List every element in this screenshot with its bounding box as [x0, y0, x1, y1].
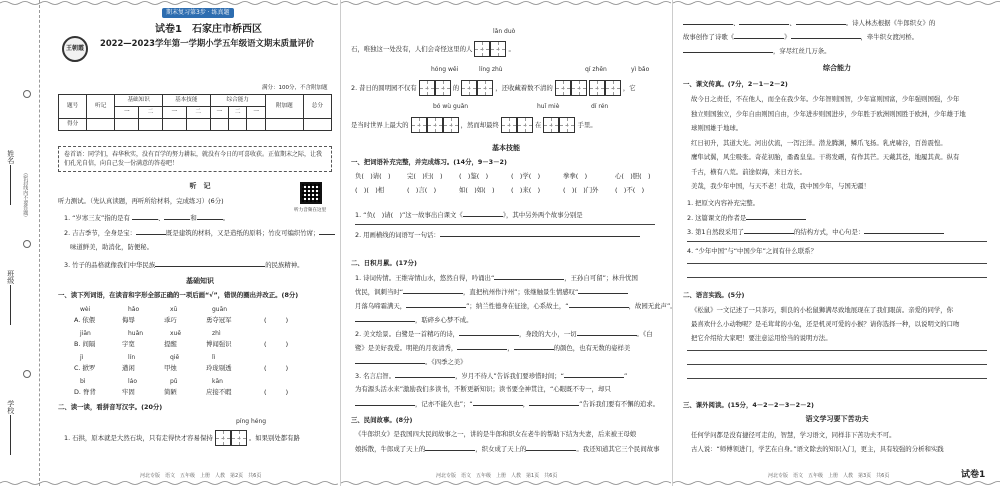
- answer-blank[interactable]: [473, 399, 523, 406]
- binding-hole: [23, 240, 31, 248]
- skills-question-1: 一、把词语补充完整，并完成练习。(14分，9－3－2): [351, 158, 507, 166]
- question-text: 既是建筑的材料，又是造纸的原料；竹皮可编织竹席；: [166, 229, 320, 237]
- passage-line: 故今日之责任，不在他人，而全在我少年。少年智则国智，少年富则国富，少年强则国强，少年: [691, 95, 960, 103]
- question-text: 在: [535, 121, 542, 129]
- idiom-blank-item[interactable]: 心( )胆( ): [615, 172, 651, 180]
- score-subheader: 二: [229, 107, 247, 119]
- passage-line: 鹰隼试翼，风尘吸张。奇花初胎，矞矞皇皇。干将发硎，有作其芒。天戴其苍，地履其黄。纵有: [691, 153, 960, 161]
- score-input-cell[interactable]: [87, 119, 115, 131]
- question-text: 鹭》: [355, 344, 368, 352]
- score-header-cell: 题号: [59, 95, 87, 119]
- question-text: ，故园无此声”。: [628, 302, 677, 310]
- pinyin-hint: hóng wěi: [431, 66, 459, 73]
- answer-blank[interactable]: [734, 32, 784, 39]
- name-label: 姓名: [6, 150, 15, 164]
- comp-q1-sub2: [687, 213, 806, 222]
- char-box[interactable]: [474, 41, 490, 57]
- question-text: 1. 诗词传情。王维寄情山水，悠然自得，吟诵出“: [355, 274, 495, 282]
- question-text: 2. 吉吉季节，全身是宝：: [64, 229, 137, 237]
- pinyin-hint: lì: [212, 354, 216, 361]
- comp-question-3: 三、课外阅读。(15分，4－2－2－3－2－2): [683, 401, 814, 409]
- answer-blank[interactable]: [457, 343, 507, 350]
- wavy-border-bottom: [0, 480, 338, 486]
- score-header-cell: 基础知识: [115, 95, 163, 107]
- option-word: 乖巧: [164, 316, 177, 324]
- question-text: 》: [784, 33, 791, 41]
- reading-line-3: [351, 117, 597, 133]
- question-text: ，牵牛织女渡河桥。: [860, 33, 919, 41]
- question-text: 1. “岁寒三友”指的是有: [64, 214, 130, 222]
- quote-line-3: [355, 399, 659, 408]
- question-text: 。我还知道其它三个民间故事: [576, 445, 660, 453]
- scenery-line-1: [355, 329, 653, 338]
- question-1-prompt: 一、读下列词语，在读音和字形全部正确的一项后画“√”，错误的圈出并改正。(8分): [58, 291, 299, 299]
- score-input-cell[interactable]: [303, 119, 331, 131]
- answer-blank[interactable]: [796, 18, 846, 25]
- option-word: 提醒: [164, 340, 177, 348]
- passage-line: 千古，横有八荒。前途似海，来日方长。: [691, 167, 807, 176]
- wavy-border-top: [0, 0, 338, 6]
- option-word: 遒闲: [122, 364, 135, 372]
- char-box[interactable]: [435, 80, 451, 96]
- idiom-blank-item[interactable]: 负( )请( ): [355, 172, 391, 180]
- score-table: [58, 94, 332, 131]
- question-text: 2. 美文绘景。白鹭是一首精巧的诗，: [355, 330, 459, 338]
- answer-blank[interactable]: [683, 46, 773, 53]
- passage-line: 红日初升，其道大光。河出伏流，一泻汪洋。潜龙腾渊，鳞爪飞扬。乳虎啸谷，百兽震惶。: [691, 138, 947, 147]
- pinyin-hint: lǎn duò: [493, 28, 516, 35]
- score-subheader: 二: [186, 107, 210, 119]
- question-text: 》，其中另外两个故事分别是: [502, 211, 583, 219]
- question-text: 月落乌啼霜满天，: [355, 302, 407, 310]
- score-subheader: 一: [210, 107, 228, 119]
- option-word: 简陋: [164, 388, 177, 396]
- option-word: B. 间隔: [74, 340, 96, 348]
- question-text: ”: [623, 372, 628, 380]
- section-basic-title: 基础知识: [186, 277, 214, 285]
- answer-blank[interactable]: [864, 227, 944, 234]
- comp-q1-sub4: 4. “少年中国”与“中国少年”之间有什么联系？: [687, 247, 818, 255]
- char-box[interactable]: [559, 117, 575, 133]
- question-text: 是美好我爱。明艳的月夜清秀，: [367, 344, 458, 352]
- comp-q1-sub3: [687, 227, 944, 236]
- wavy-border-top: [673, 0, 1000, 6]
- score-header-cell: 总分: [303, 95, 331, 119]
- answer-blank[interactable]: [526, 444, 576, 451]
- skills-q1-sub1: [355, 210, 583, 219]
- score-input-cell[interactable]: [247, 119, 265, 131]
- answer-blank[interactable]: [791, 32, 861, 39]
- answer-blank[interactable]: [529, 399, 579, 406]
- binding-hole: [23, 370, 31, 378]
- question-text: 石，唯独这一处没有，人们会奇怪这里的人: [351, 45, 473, 53]
- question-text: 。《白: [636, 330, 653, 338]
- section-skills-title: 基本技能: [492, 144, 520, 152]
- answer-blank[interactable]: [577, 329, 637, 336]
- question-text: 3. 第1自然段采用了: [687, 228, 744, 236]
- score-subheader: 二: [139, 107, 163, 119]
- review-banner: 期末复习第3步 · 练真题: [162, 8, 234, 18]
- idiom-blank-item[interactable]: 拳拳( ): [563, 172, 588, 180]
- score-row-label: 得分: [59, 119, 87, 131]
- answer-line[interactable]: [687, 378, 987, 379]
- idiom-blank-item[interactable]: ( )言( ): [407, 186, 437, 194]
- idiom-blank-item[interactable]: ( )( )相: [355, 186, 385, 194]
- char-box[interactable]: [605, 80, 621, 96]
- pinyin-hint: qiē: [170, 354, 180, 361]
- answer-blank[interactable]: [164, 213, 190, 220]
- pinyin-hint: qí zhēn: [585, 66, 607, 73]
- score-subheader: 一: [247, 107, 265, 119]
- question-text: 是当时世界上最大的: [351, 121, 409, 129]
- option-word: 勇夺冠军: [206, 316, 232, 324]
- check-mark-slot[interactable]: ( ): [264, 364, 289, 372]
- full-score-note: 满分：100分，不含附加题: [262, 85, 328, 91]
- answer-line[interactable]: [687, 350, 987, 351]
- wavy-border-top: [341, 0, 671, 6]
- pinyin-hint: jì: [80, 354, 84, 361]
- score-subheader: 一: [115, 107, 139, 119]
- option-word: 博闻强识: [206, 340, 232, 348]
- question-text: ，岁月不待人”告诉我们要珍惜时间；“: [455, 372, 564, 380]
- listen-question-2: [64, 228, 335, 237]
- answer-blank[interactable]: [425, 444, 475, 451]
- question-text: 3. 名言启智。: [355, 372, 396, 380]
- listen-question-3: [64, 260, 304, 269]
- paper-number: 试卷1: [961, 470, 986, 480]
- check-mark-slot[interactable]: ( ): [264, 340, 289, 348]
- score-input-cell[interactable]: [229, 119, 247, 131]
- qr-code[interactable]: [300, 182, 322, 204]
- question-text: 。《四季之美》: [425, 358, 467, 366]
- question-text: 。诗人林杰根据《牛郎织女》的: [845, 19, 936, 27]
- listen-intro: 听力测试。（先认真读题，再听所给材料，完成练习）(6分): [58, 197, 224, 205]
- char-box[interactable]: [215, 430, 231, 446]
- preface-box: 卷首语：同学们，春华秋实，没有百学的努力耕耘，就没有今日的可喜收获。正值期末之际，让我们孔光自信，向自己发一份满意的答卷吧！: [58, 146, 332, 172]
- pinyin-hint: xuē: [170, 330, 182, 337]
- wavy-border-bottom: [341, 480, 671, 486]
- pinyin-hint: bó wù guǎn: [433, 103, 469, 110]
- poem-line-1: [355, 273, 638, 282]
- answer-line[interactable]: [687, 263, 987, 264]
- passage-line: 《松鼠》一文记述了一只茶巧，驯良的小松鼠狮满尽致地展现在了我们眼前。亲爱的同学，你: [691, 306, 954, 314]
- page-footer: 河北专版 语文 五年级 上册 人教 第3页 共6页: [768, 473, 890, 479]
- answer-blank[interactable]: [739, 18, 789, 25]
- question-text: 故事创作了诗歌《: [683, 33, 735, 41]
- question-text: ，然而却最终: [460, 121, 499, 129]
- question-text: ，王孙自可留”；林升忧国: [564, 274, 638, 282]
- comp-question-1: 一、课文传真。(7分，2－1－2－2): [683, 80, 788, 88]
- pinyin-hint: zhì: [212, 330, 221, 337]
- folk-tale-line-2: [355, 444, 660, 453]
- section-listen-title: 听 记: [189, 182, 211, 190]
- comp-q1-sub1: [687, 199, 759, 207]
- pinyin-hint: dí rén: [591, 103, 609, 110]
- question-text: ”告诉我们要有不懈的追求。: [579, 400, 660, 408]
- char-box[interactable]: [419, 80, 435, 96]
- scenery-line-3: [355, 357, 467, 366]
- answer-blank[interactable]: [319, 228, 335, 235]
- question-text: 的民族精神。: [265, 261, 304, 269]
- passage-line: 把它介绍给大家吧！要注意运用恰当的说明方法。: [691, 334, 832, 342]
- pinyin-hint: wèi: [80, 306, 91, 313]
- question-text: 忧民，讽刺当时“: [355, 288, 404, 296]
- answer-blank[interactable]: [459, 329, 519, 336]
- skills-q1-sub2: [355, 230, 640, 239]
- answer-blank[interactable]: [683, 18, 733, 25]
- char-box[interactable]: [501, 117, 517, 133]
- question-text: 手里。: [577, 121, 597, 129]
- question-text: 1. 石拱，原本就是大然石块，只有走得快才容易保持: [64, 434, 213, 442]
- pinyin-hint: hǎo: [128, 306, 140, 313]
- answer-blank[interactable]: [403, 287, 463, 294]
- char-box[interactable]: [443, 117, 459, 133]
- answer-blank[interactable]: [463, 210, 503, 217]
- pinyin-hint: láo: [128, 378, 138, 385]
- class-label: 班级: [6, 270, 15, 284]
- pinyin-hint: guān: [212, 306, 228, 313]
- char-box[interactable]: [571, 80, 587, 96]
- option-word: 应接不暇: [206, 388, 232, 396]
- pinyin-hint: xū: [170, 306, 178, 313]
- passage-line: 美哉，我少年中国，与天不老！壮哉，我中国少年，与国无疆！: [691, 182, 870, 190]
- quote-line-1: [355, 371, 627, 380]
- qr-caption: 听力音频在这里: [294, 208, 327, 213]
- score-header-cell: 综合能力: [210, 95, 265, 107]
- question-text: 的结构方式，中心句是：: [793, 228, 865, 236]
- option-word: 宇宽: [122, 340, 135, 348]
- quote-line-2: 为有源头活水来”激励我们多读书，不断更新知识；读书要全神贯注，“心眼既不专一，却只: [355, 385, 611, 393]
- answer-line[interactable]: [355, 224, 655, 225]
- question-text: ，还收藏着数不清的: [495, 84, 553, 92]
- school-label: 学校: [6, 400, 15, 414]
- folk-tale-line-1: 《牛郎织女》是我国四大民间故事之一，讲的是牛郎和织女在老牛的帮助下结为夫妻，后来被王母娘: [355, 430, 637, 438]
- skills-question-3: 三、民间故事。(8分): [351, 416, 413, 424]
- answer-blank[interactable]: [578, 287, 628, 294]
- option-word: C. 掀罗: [74, 364, 96, 372]
- question-text: 2. 用画横线的词语写一句话：: [355, 231, 440, 239]
- option-word: A. 依偎: [74, 316, 96, 324]
- exam-page-2: [340, 0, 677, 486]
- exam-page-1: [0, 0, 338, 486]
- answer-blank[interactable]: [395, 371, 455, 378]
- skills-question-2: 二、日积月累。(17分): [351, 259, 417, 267]
- question-text: 3. 竹子的品格就像我们中华民族: [64, 261, 156, 269]
- option-word: 甲烛: [164, 364, 177, 372]
- poem-line-2: [355, 287, 628, 296]
- score-input-cell[interactable]: [139, 119, 163, 131]
- score-header-cell: 附加题: [265, 95, 303, 119]
- score-header-cell: 听记: [87, 95, 115, 119]
- logo-text: 王朝霞: [65, 45, 84, 53]
- answer-blank[interactable]: [440, 230, 640, 237]
- char-box[interactable]: [543, 117, 559, 133]
- pinyin-hint: huǐ miè: [537, 103, 560, 110]
- pinyin-hint: yì bǎo: [631, 66, 650, 73]
- score-input-cell[interactable]: [186, 119, 210, 131]
- score-header-cell: 基本技能: [162, 95, 210, 107]
- idiom-blank-item[interactable]: ( )学( ): [511, 172, 541, 180]
- scenery-line-2: [355, 343, 630, 352]
- reading-line-2: [351, 80, 636, 96]
- answer-blank[interactable]: [197, 213, 223, 220]
- paper-title: 试卷1 石家庄市桥西区: [155, 24, 262, 35]
- question-2-line: [64, 430, 300, 446]
- score-input-cell[interactable]: [162, 119, 186, 131]
- folk-tale-line-3: 、 、 。诗人林杰根据《牛郎织女》的: [683, 18, 935, 27]
- question-text: 1. “负( )请( )”这一故事出自课文《: [355, 211, 463, 219]
- folk-tale-line-4: [683, 32, 918, 41]
- question-text: 1. 把原文内容补充完整。: [687, 199, 760, 207]
- check-mark-slot[interactable]: ( ): [264, 316, 289, 324]
- name-line: [10, 165, 11, 205]
- pinyin-hint: kān: [212, 378, 223, 385]
- question-text: ，直把杭州作汴州”；张继触景生情感叹“: [463, 288, 579, 296]
- class-line: [10, 285, 11, 325]
- option-word: 牢固: [122, 388, 135, 396]
- option-word: 侮辱: [122, 316, 135, 324]
- poem-line-4: [355, 315, 473, 324]
- answer-blank[interactable]: [355, 357, 425, 364]
- poem-line-3: [355, 301, 677, 310]
- question-text: ，它: [622, 84, 636, 92]
- folk-tale-line-5: [683, 46, 831, 55]
- question-text: 的颜色，也有无数的姿样美: [553, 344, 631, 352]
- paper-subtitle: 2022—2023学年第一学期小学五年级语文期末质量评价: [100, 38, 315, 48]
- idiom-blank-item[interactable]: ( )( )门外: [563, 186, 599, 194]
- char-box[interactable]: [461, 80, 477, 96]
- check-mark-slot[interactable]: ( ): [264, 388, 289, 396]
- listen-question-2-cont: 味道鲜美，助消化，防便秘。: [70, 243, 154, 251]
- answer-line[interactable]: [687, 277, 987, 278]
- question-text: 娘拆散，牛郎成了天上的: [355, 445, 426, 453]
- idiom-blank-item[interactable]: 完( )归( ): [407, 172, 443, 180]
- answer-blank[interactable]: [569, 301, 629, 308]
- char-box[interactable]: [490, 41, 506, 57]
- question-text: ，穿尽红丝几万条。: [773, 47, 831, 55]
- answer-blank[interactable]: [564, 371, 624, 378]
- brand-logo: [62, 36, 88, 62]
- answer-blank[interactable]: [155, 260, 265, 267]
- pinyin-hint: huǎn: [128, 330, 144, 337]
- passage-line: 独立则国独立，少年自由则国自由，少年进步则国进步，少年胜于欧洲则国胜于欧洲，少年雄于地: [691, 109, 966, 118]
- pinyin-hint: líng zhù: [479, 66, 503, 73]
- score-input-cell[interactable]: [265, 119, 303, 131]
- passage-line: 古人说：“师傅领进门，学艺在自身。”语文除去的知识入门，更主，具有较强的分析和实践: [691, 445, 944, 453]
- idiom-blank-item[interactable]: ( )鉴( ): [459, 172, 489, 180]
- reading-passage-title: 语文学习要下苦功夫: [805, 415, 869, 423]
- listen-question-1: 1. “岁寒三友”指的是有 、 和 。: [64, 214, 230, 222]
- seal-note: （密封线内不要答题）: [22, 170, 29, 220]
- binding-sidebar: [0, 0, 40, 486]
- question-text: ，: [522, 400, 530, 408]
- passage-line: 任何学问都是没有捷径可走的，智慧，学习语文，同样非下苦功夫不可。: [691, 431, 896, 439]
- answer-blank[interactable]: [355, 399, 415, 406]
- char-box[interactable]: [555, 80, 571, 96]
- score-input-cell[interactable]: [210, 119, 228, 131]
- section-comprehensive-title: 综合能力: [823, 64, 851, 72]
- exam-page-3: [672, 0, 1000, 486]
- option-word: D. 脊背: [74, 388, 96, 396]
- answer-blank[interactable]: [132, 213, 158, 220]
- pinyin-hint: píng héng: [236, 418, 267, 425]
- pinyin-hint: bì: [80, 378, 86, 385]
- answer-blank[interactable]: [406, 301, 466, 308]
- pinyin-hint: pǔ: [170, 378, 178, 385]
- char-box[interactable]: [411, 117, 427, 133]
- passage-line: 最喜欢什么小动物呢？是毛茸茸的小兔，还是机灵可爱的小猴？请你选择一种，以说明文的口吻: [691, 320, 960, 328]
- question-text: 2. 这篇课文的作者是: [687, 214, 747, 222]
- answer-line[interactable]: [687, 241, 987, 242]
- question-2-prompt: 二、读一读，看拼音写汉字。(20分): [58, 403, 163, 411]
- option-word: 玲珑剔透: [206, 364, 232, 372]
- idiom-blank-item[interactable]: 如( )如( ): [459, 186, 495, 194]
- question-text: 2. 昔日的圆明园不仅有: [351, 84, 417, 92]
- answer-line[interactable]: [687, 364, 987, 365]
- question-text: ，聒碎乡心梦不成。: [415, 316, 473, 324]
- question-text: ，身段的大小，一切: [519, 330, 577, 338]
- question-text: 。如果别处都有路: [248, 434, 300, 442]
- question-text: 的: [452, 84, 460, 92]
- idiom-blank-item[interactable]: ( )来( ): [511, 186, 541, 194]
- score-input-cell[interactable]: [115, 119, 139, 131]
- pinyin-hint: jiān: [80, 330, 91, 337]
- passage-line: 球则国雄于地球。: [691, 124, 743, 132]
- char-box[interactable]: [477, 80, 493, 96]
- question-text: ，织女成了天上的: [475, 445, 527, 453]
- answer-blank[interactable]: [514, 343, 554, 350]
- answer-blank[interactable]: [746, 213, 806, 220]
- answer-blank[interactable]: [136, 228, 166, 235]
- answer-blank[interactable]: [355, 315, 415, 322]
- score-subheader: 一: [162, 107, 186, 119]
- answer-blank[interactable]: [744, 227, 794, 234]
- comp-question-2: 二、语言实践。(5分): [683, 291, 745, 299]
- page-footer: 河北专版 语文 五年级 上册 人教 第2页 共6页: [140, 473, 262, 479]
- binding-hole: [23, 90, 31, 98]
- char-box[interactable]: [427, 117, 443, 133]
- answer-blank[interactable]: [494, 273, 564, 280]
- char-box[interactable]: [517, 117, 533, 133]
- pinyin-hint: lín: [128, 354, 136, 361]
- idiom-blank-item[interactable]: ( )不( ): [615, 186, 645, 194]
- page-footer: 河北专版 语文 五年级 上册 人教 第1页 共6页: [436, 473, 558, 479]
- reading-line-1: 石，唯独这一处没有，人们会奇怪这里的人 。: [351, 41, 515, 57]
- wavy-border-bottom: [673, 480, 1000, 486]
- question-text: ，记亦不能久也”；“: [415, 400, 473, 408]
- char-box[interactable]: [589, 80, 605, 96]
- school-line: [10, 415, 11, 455]
- question-text: ”；纳兰性德身在征途，心系故土，“: [466, 302, 569, 310]
- question-text: ，: [507, 344, 514, 352]
- char-box[interactable]: [231, 430, 247, 446]
